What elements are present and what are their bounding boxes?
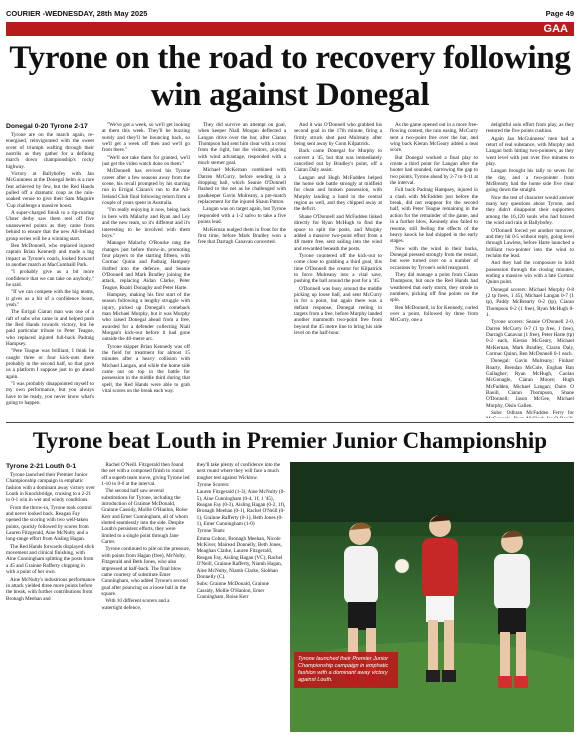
paragraph: Langan brought his tally to seven for the day, and a two-pointer from McBrearty had the home side five clear going down the straight. [486,168,574,194]
paragraph: Donegal: Gavin Mulreany; Finbarr Roarty, Brendan McCole, Eoghan Ban Gallagher; Ryan McHugh, Caolan McGonagle, Ciaran Moore; Hugh McFadden, Michael Langan; Daire O Baoill, Ciaran Thompson, Shane O'Donnell; Jason McGee, Michael Murphy, Oisin Gallen. [486,358,574,409]
paragraph: McDonnell has revived his Tyrone career after a few seasons away from the scene, his recall prompted by his starring run in Errigal Ciaran's run to the All-Ireland Club final following return from a couple of years spent in Australia. [102,168,190,207]
paragraph: Ben McDonnell, who replaced injured captain Brian Kennedy and made a big impact as Tyrone's coach, looked forward to another match at MacCumhaill Park. [6,242,94,268]
paragraph: Langan was on target again, but Tyrone responded with a 1-2 salvo to take a five points lead. [198,206,286,226]
paragraph: "We'll not take them for granted, we'll just get the video watch done on them." [102,154,190,168]
paragraph: Hampsey, making his first start of the season following a lengthy struggle with injury, picked up Donegal's comeback man Michael Murphy, but it was Murphy who raised Donegal ahead from a free, awarded for a defender collecting Niall Morgan's kick-out before it had gone outside the 40-metre arc. [102,291,190,343]
paragraph: The second half saw several substitutions for Tyrone, including the introduction of Grainne McDonald, Grainne Cassidy, Mollie O'Hanlon, Roise Kerr and Emer Cunningham, all of whom slotted seamlessly into the side. Despite Louth's persistent efforts, they were limited to a single point through Jane Carter. [101,488,188,546]
paragraph: Rachel O'Neill. Fitzgerald then found the net with a composed finish to round off a superb team move, giving Tyrone led 1-10 to 0-0 at the interval. [101,462,190,488]
paragraph: Manager Malachy O'Rourke rang the changes just before throw-in, promoting four players to the starting fifteen, with Cormac Quinn and Padraig Hampsey drafted into the defence, and Seanie O'Donnell and Mark Bradley joining the attack, replacing Aidan Clarke, Peter Teague, Ruairi Donaghy and Peter Harte. [102,240,190,291]
photo-caption: Tyrone launched their Premier Junior Championship campaign in emphatic fashion with a dominant away victory against Louth. [294,652,398,688]
paragraph: Tyrone countered off the kick-out to come close to grabbing a third goal, this time O'Donnell the creator for Kilpatrick to force Mulreany into a vital save, pushing the ball around the post for a '45. [294,252,382,285]
paragraph: Shane O'Donnell and McFadden linked directly for Ryan McHugh to find the space to split the posts, and Murphy added a massive two-point effort from a 48 metre free, sent sailing into the wind and rewarded beneath the posts. [294,213,382,252]
paragraph: With 10 different scorers and a watertight defence, [101,598,170,611]
paragraph: From the throw-in, Tyrone took control and never looked back. Reagan Fay opened the scoring with two well-taken points, quickly followed by scores from Lauren Fitzgerald, Aine McNulty and a long-range effort from Aisling Hagan. [6,504,92,543]
paragraph: Ben McDonnell, in for Kennedy, curled over a point, followed by three from McCurry, one a [390,304,478,324]
story2-column-1 [6,462,95,732]
paragraph: Aine McNulty's industrious performance in attack yielded three more points before the break, with further contributions from Bronagh Meehan and [6,576,95,602]
paragraph: Now with the wind in their backs, Donegal pressed strongly from the restart, but were turned over on a number of occasions by Tyrone's solid rearguard. [390,245,478,271]
section-tag: GAA [543,23,568,35]
paragraph: They did survive an attempt on goal, when keeper Niall Morgan deflected a Langan drive over the bar, after Ciaran Thompson had sent him clear with a cross from the right, but the visitors, playing with wind advantage, responded with a much sterner goal. [198,122,286,167]
paragraph: Now the test of character would answer many key questions about Tyrone, and they didn't disappoint their supporters among the 16,120 souls who had braved the wind and rain in Ballybofey. [486,194,574,227]
paragraph: O'Donnell was busy around the middle picking up loose ball, and sent McCurry in for a point, but again there was a defiant response, Donegal reeling in targets from a free, before Murphy landed another mammoth two-point free from beyond the 45 metre line to bring his side level on the half-hour. [294,285,382,336]
football [395,559,409,573]
story1-column-1 [6,122,94,418]
story1-column-2 [102,122,190,418]
paragraph: The Errigal Ciaran man was one of a raft of subs who came in and helped push the Red Hands towards victory, but he paid particular tribute to Peter Teague, who replaced injured full-back Padraig Hampsey. [6,309,94,347]
paragraph: They did manage a point from Ciaran Thompson, but once the Red Hands had weathered that early storm, they strode in numbers, picking off fine points on the spin. [390,271,478,304]
paragraph: "I probably give as a bit more confidence that we can take on anybody," he said. [6,269,94,288]
paragraph: McKernan nudged them in front for the first time, before Mark Bradley won a free that Darragh Canavan converted. [198,226,286,246]
paragraph: A super-charged finish to a rip-roaring Ulster derby saw them reel off five unanswered points as they came from behind to ensure that the new All-Ireland group series will be a winning start. [6,210,94,242]
paragraph: "I was probably disappointed myself to my own performance, but you always have to be ready, you never know what's going to happen. [6,381,94,407]
paragraph: Again Jan McGuinness' men had a retort of real substance, with Murphy and Langan both hitting two-pointers, as they went level with just over five minutes to play. [486,135,574,168]
paragraph: Subs: Grainne McDonald, Grainne Cassidy, Mollie O'Hanlon, Emer Cunningham, Roise Kerr [196,581,269,600]
match-photo-illustration [290,462,574,732]
story1-column-4 [294,122,382,418]
story1-subhead: Donegal 0-20 Tyrone 2-17 [6,123,88,130]
story-divider [6,422,574,423]
story1-column-3 [198,122,286,418]
match-photo [290,462,574,732]
paragraph: Tyrone are on the march again, re-energised, reinvigorated with the sweet scent of triumph wafting through their nostrils as they gather for a defining march down championship's rocky highway. [6,132,94,170]
paragraph: Lauren Fitzgerald (1-3), Aine McNulty (0-5), Aine Cunningham (0-4, 1f, 1 '45), Reagan Fay (0-3), Aisling Hagan (0-2, 1f), Bronagh Meehan (0-1), Rachel O'Neill (0-1), Grainne Rafferty (0-1), Beth Jones (0-1), Emer Cunningham (1-0) [196,489,286,528]
story2-subhead: Tyrone 2-21 Louth 0-1 [6,463,77,470]
story2-body [6,462,286,732]
paragraph: "Pete Teague was brilliant, I think he caught three or four kick-outs there probably in the second half, so that gave us a platform I suppose just to go ahead again. [6,348,94,380]
paragraph: Langan and Hugh McFadden helped the home side battle strongly at midfield for clean and broken possession, with Murphy landing a hand in the central region as well, and they chipped away at the deficit. [294,174,382,213]
story2-headline: Tyrone beat Louth in Premier Junior Championship [32,428,548,453]
story1-body [6,122,574,418]
paragraph: Tyrone launched their Premier Junior Championship campaign in emphatic fashion with a dominant away victory over Louth in Knockbridge, cruising to a 2-21 to 0-1 win in wet and windy conditions. [6,472,96,504]
paragraph: delightful solo effort from play, as they restored the five points cushion. [486,122,574,135]
paragraph: And they had the composure to hold possession through the closing minutes, ending a massive win with a late Cormac Quinn point. [486,260,574,286]
paragraph: Tyrone scorers: Seanie O'Donnell 2-0, Darren McCurry 0-7 (1 tp free, 1 free), Darragh Canavan (1 free), Peter Harte (tp) 0-2 each, Kieran McGeary, Michael McKernan, Mark Bradley, Ciaran Daly, Cormac Quinn, Ben McDonnell 0-1 each. [486,319,574,358]
paragraph: And it was O'Donnell who grabbed his second goal in the 17th minute, firing a firmly struck shot past Mulreany after being sent away by Conn Kilpatrick. [294,122,382,148]
page-header [6,6,574,20]
story1-column-5 [390,122,478,418]
section-bar [6,22,574,36]
paragraph: O'Donnell forced yet another turnover, and they hit 0-5 without reply, going level through Lawless, before Harte launched a brilliant two-pointer into the wind to reclaim the lead. [486,227,574,259]
paragraph: Tyrone skipper Brian Kennedy was off the field for treatment for almost 15 minutes after a heavy collision with Michael Langan, and while the home side came out on top in the battle for possession in the middle third during that spell, the Red Hands were able to grab vital scores on the break each way. [102,343,190,395]
team-heading: Tyrone Team: [196,528,226,535]
story1-headline: Tyrone on the road to recovery following win against Donegal [9,40,571,113]
paragraph: Emma Colton, Bronagh Meehan, Nicole McKiver, Mairead Donnelly, Beth Jones, Meaghan Clarke, Lauren Fitzgerald, Reagan Fay, Aisling Hagan (VC), Rachel O'Neill, Grainne Rafferty, Niamh Hagan, Aine McNulty, Niamh Clarke, Siobhan Donnelly (C). [196,535,283,580]
paragraph: As the game opened out in a more free-flowing contest, the rain easing, McCurry sent a two-point free over the bar, and wing back Kieran McGeary added a neat score. [390,122,478,154]
story2-column-3 [197,462,286,732]
publication-date: COURIER -WEDNESDAY, 28th May 2025 [6,8,148,18]
paragraph: But Donegal worked a final play to create a third point for Langan after the hooter had sounded, narrowing the gap to two points, Tyrone ahead by 2-7 to 0-11 at the interval. [390,154,478,187]
paragraph: Donegal scorers: Michael Murphy 0-8 (2 tp frees, 1 45), Michael Langan 0-7 (1 tp), Paddy McBrearty 0-2 (tp), Ciaran Thompson 0-2 (1 free), Ryan McHugh 0-1. [486,286,574,318]
paragraph: Victory at Ballybofey with Jan McGuinness at the Donegal helm is a rare feat achieved by few, but the Red Hands pulled off a dramatic coup as the rain-soaked venue to give their Sam Maguire 'Cup challenge a massive boost. [6,171,94,209]
paragraph: "We've got a week, so we'll get looking at them this week. They'll be buzzing surely and they'll be bouncing back, so we'll get a week off then and we'll go from there." [102,122,190,154]
story2-column-2 [101,462,190,732]
paragraph: Subs: Odhran McFadden Ferry for [491,410,574,417]
paragraph: "I'm really enjoying it now, being back in here with Malachy and Ryan and Ley and the new team, so it's different and it's interesting to be involved with them boys." [102,207,190,239]
paragraph: "If we can compete with the big teams, it gives us a bit of a confidence boost, yeah." [6,289,94,308]
story1-column-6 [486,122,574,418]
paragraph: Back came Donegal for Murphy to convert a '45, but that was immediately cancelled out by Bradley's point, off a Ciaran Daly assist. [294,148,382,174]
paragraph: The Red Hands forwards displayed slick movement and clinical finishing, with Aine Cunningham splitting the posts from a 45 and Grainne Rafferty chipping in with a point of her own. [6,543,95,576]
paragraph: Full back Padraig Hampsey, injured in a clash with McFadden just before the break, did not reappear for the second half, with Peter Teague remaining in the action for the remainder of the game, and in a further blow, Kennedy also failed to resume, still feeling the effects of the heavy knock he had shipped in the early stages. [390,187,478,245]
page-number: Page 49 [545,8,574,18]
paragraph: Michael McKernan combined with Darren McCurry, before sending in a dropping ball, which Seanie O'Donnell flashed to the net as he challenged with goalkeeper Gavin Mulreany, a pre-match replacement for the injured Shaun Patton. [198,167,286,206]
paragraph: Tyrone continued to pile on the pressure, with points from Hagan (free), McNulty, Fitzgerald and Beth Jones, who also impressed at half-back. The final blow came courtesy of substitute Emer Cunningham, who added Tyrone's second goal after pouncing on a loose ball in the square. [101,546,191,597]
paragraph: they'll take plenty of confidence into the next round where they will face a much tougher test against Wicklow. [196,462,281,481]
scorers-heading: Tyrone Scorers: [196,482,230,489]
